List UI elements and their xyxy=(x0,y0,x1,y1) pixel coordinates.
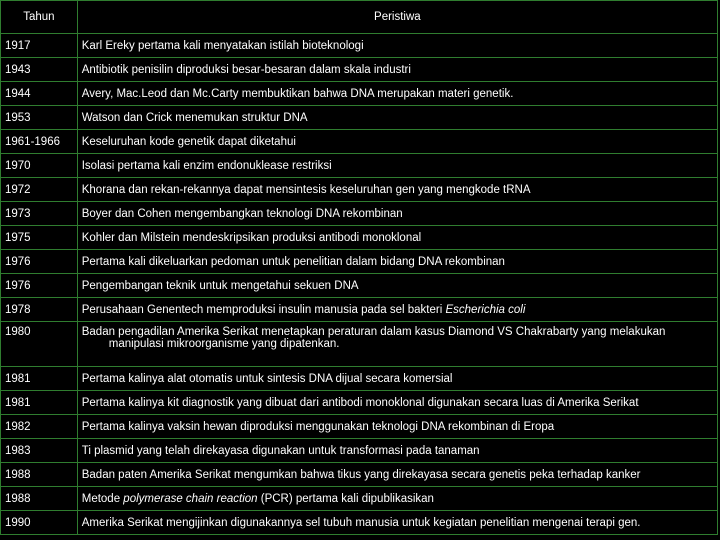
table-row xyxy=(1,34,718,58)
table-row xyxy=(1,298,718,322)
year-cell: 1943 xyxy=(1,58,78,82)
year-cell: 1990 xyxy=(1,511,78,535)
table-row xyxy=(1,322,718,367)
table-row xyxy=(1,415,718,439)
event-cell: Karl Ereky pertama kali menyatakan istilah bioteknologi xyxy=(77,34,717,58)
event-cell: Amerika Serikat mengijinkan digunakannya sel tubuh manusia untuk kegiatan penelitian mengenai terapi gen. xyxy=(77,511,717,535)
table-row xyxy=(1,178,718,202)
year-cell: 1982 xyxy=(1,415,78,439)
event-text: Badan pengadilan Amerika Serikat menetapkan peraturan dalam kasus Diamond VS Chakrabarty yang melakukan xyxy=(81,326,666,338)
year-cell: 1976 xyxy=(1,274,78,298)
year-cell: 1944 xyxy=(1,82,78,106)
table-row xyxy=(1,154,718,178)
table-row xyxy=(1,202,718,226)
header-event: Peristiwa xyxy=(77,1,717,34)
event-cell: Pertama kalinya vaksin hewan diproduksi menggunakan teknologi DNA rekombinan di Eropa xyxy=(77,415,717,439)
species-name: Escherichia coli xyxy=(445,303,526,316)
method-name: polymerase chain reaction xyxy=(123,492,258,505)
table-row xyxy=(1,106,718,130)
year-cell: 1983 xyxy=(1,439,78,463)
event-cell: Antibiotik penisilin diproduksi besar-besaran dalam skala industri xyxy=(77,58,717,82)
year-cell: 1917 xyxy=(1,34,78,58)
year-cell: 1973 xyxy=(1,202,78,226)
event-cell xyxy=(77,322,717,367)
table-row xyxy=(1,439,718,463)
year-cell: 1988 xyxy=(1,487,78,511)
event-cell: Pengembangan teknik untuk mengetahui sekuen DNA xyxy=(77,274,717,298)
year-cell: 1953 xyxy=(1,106,78,130)
event-cell: Khorana dan rekan-rekannya dapat mensintesis keseluruhan gen yang mengkode tRNA xyxy=(77,178,717,202)
event-text-continued: manipulasi mikroorganisme yang dipatenkan. xyxy=(108,338,340,350)
event-cell xyxy=(77,298,717,322)
table-row xyxy=(1,367,718,391)
event-cell: Pertama kali dikeluarkan pedoman untuk penelitian dalam bidang DNA rekombinan xyxy=(77,250,717,274)
event-cell: Avery, Mac.Leod dan Mc.Carty membuktikan bahwa DNA merupakan materi genetik. xyxy=(77,82,717,106)
table-row xyxy=(1,130,718,154)
event-cell: Ti plasmid yang telah direkayasa digunakan untuk transformasi pada tanaman xyxy=(77,439,717,463)
event-cell: Pertama kalinya kit diagnostik yang dibuat dari antibodi monoklonal digunakan secara luas di Amerika Serikat xyxy=(77,391,717,415)
event-cell: Watson dan Crick menemukan struktur DNA xyxy=(77,106,717,130)
event-cell: Badan paten Amerika Serikat mengumkan bahwa tikus yang direkayasa secara genetis peka terhadap kanker xyxy=(77,463,717,487)
event-text: Metode xyxy=(81,492,124,505)
event-cell: Isolasi pertama kali enzim endonuklease restriksi xyxy=(77,154,717,178)
event-cell: Kohler dan Milstein mendeskripsikan produksi antibodi monoklonal xyxy=(77,226,717,250)
event-cell xyxy=(77,487,717,511)
year-cell: 1978 xyxy=(1,298,78,322)
table-row xyxy=(1,226,718,250)
event-cell: Boyer dan Cohen mengembangkan teknologi DNA rekombinan xyxy=(77,202,717,226)
year-cell: 1988 xyxy=(1,463,78,487)
header-year: Tahun xyxy=(1,1,78,34)
table-row xyxy=(1,391,718,415)
year-cell: 1981 xyxy=(1,391,78,415)
event-text: Perusahaan Genentech memproduksi insulin manusia pada sel bakteri xyxy=(81,303,446,316)
event-text-after: (PCR) pertama kali dipublikasikan xyxy=(257,492,434,505)
event-cell: Keseluruhan kode genetik dapat diketahui xyxy=(77,130,717,154)
year-cell: 1980 xyxy=(1,322,78,367)
table-row xyxy=(1,511,718,535)
event-cell: Pertama kalinya alat otomatis untuk sintesis DNA dijual secara komersial xyxy=(77,367,717,391)
year-cell: 1975 xyxy=(1,226,78,250)
table-row xyxy=(1,250,718,274)
year-cell: 1972 xyxy=(1,178,78,202)
table-row xyxy=(1,274,718,298)
year-cell: 1961-1966 xyxy=(1,130,78,154)
table-row xyxy=(1,487,718,511)
table-row xyxy=(1,58,718,82)
year-cell: 1981 xyxy=(1,367,78,391)
table-row xyxy=(1,82,718,106)
table-row xyxy=(1,463,718,487)
year-cell: 1970 xyxy=(1,154,78,178)
year-cell: 1976 xyxy=(1,250,78,274)
header-row xyxy=(1,1,718,34)
